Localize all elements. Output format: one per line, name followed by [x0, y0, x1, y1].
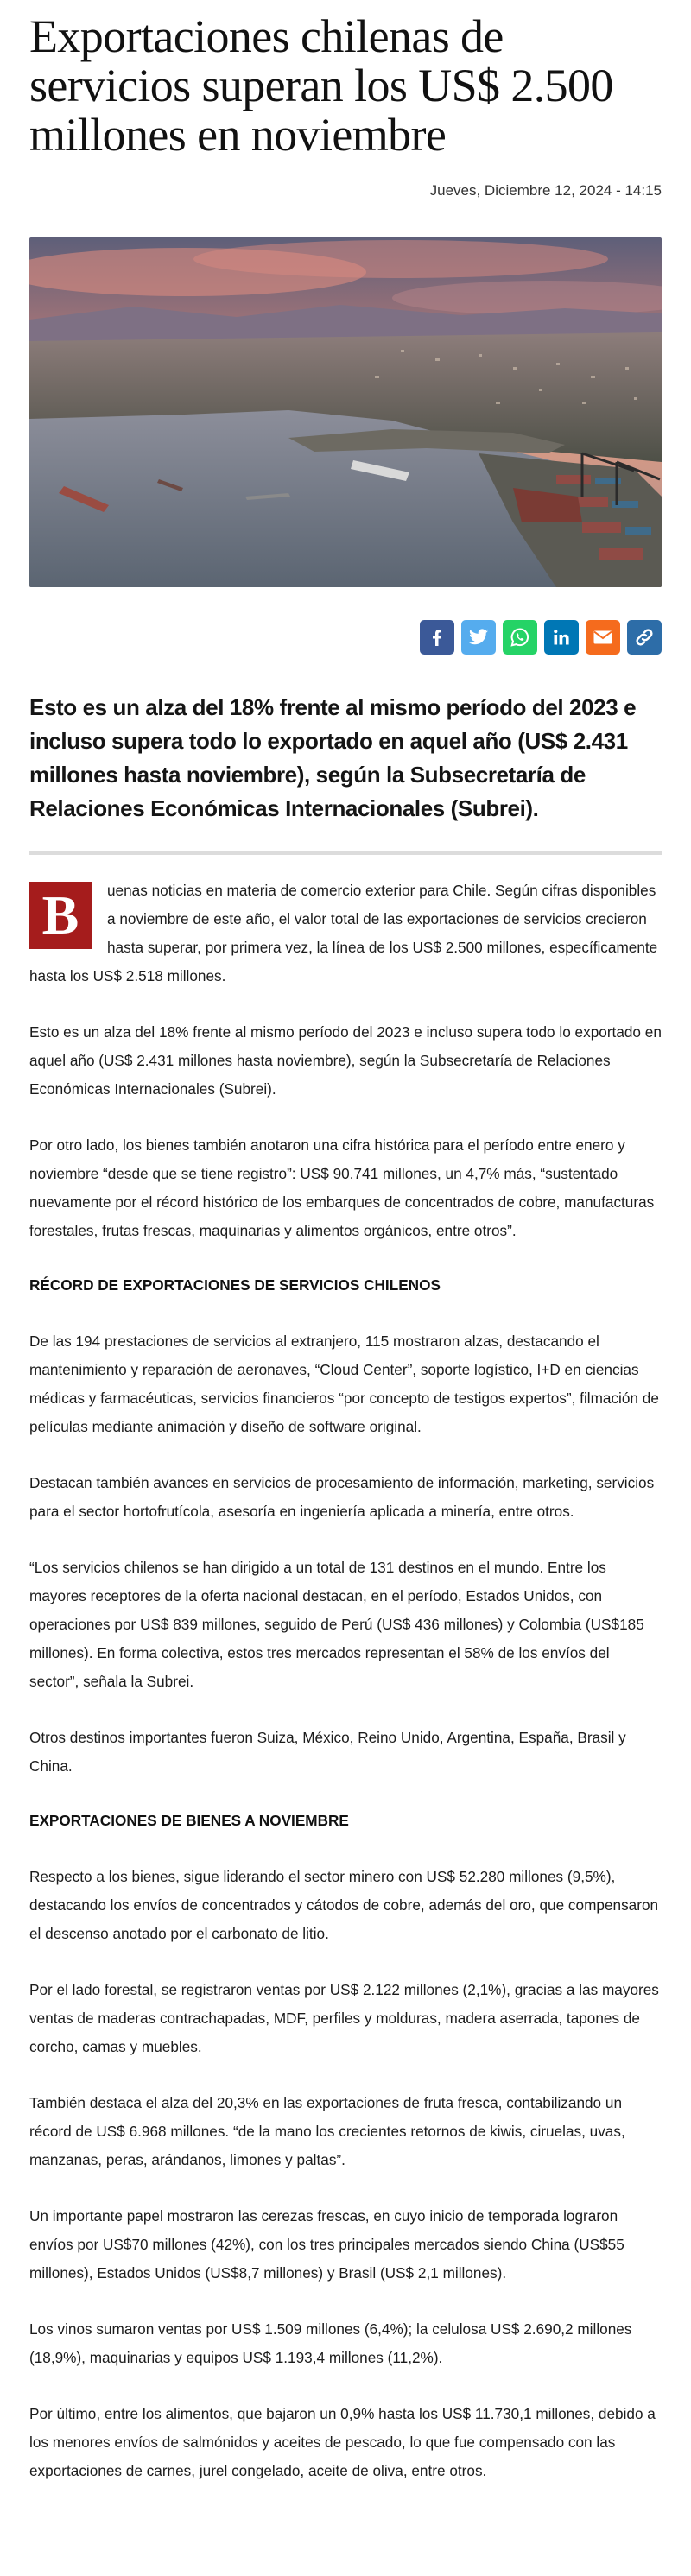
share-twitter-button[interactable] [461, 620, 496, 655]
paragraph: Por el lado forestal, se registraron ventas por US$ 2.122 millones (2,1%), gracias a las mayores ventas de maderas contrachapadas, MDF, perfiles y molduras, madera aserrada, tapones de corcho, camas y muebles. [29, 1981, 659, 2055]
section-heading-services: RÉCORD DE EXPORTACIONES DE SERVICIOS CHILENOS [29, 1276, 441, 1294]
paragraph: “Los servicios chilenos se han dirigido a un total de 131 destinos en el mundo. Entre los mayores receptores de la oferta nacional destacan, en el período, Estados Unidos, con operaciones por US$ 839 millones, seguido de Perú (US$ 436 millones) y Colombia (US$185 millones). En forma colectiva, estos tres mercados representan el 58% de los envíos del sector”, señala la Subrei. [29, 1559, 644, 1690]
paragraph: Destacan también avances en servicios de procesamiento de información, marketing, servicios para el sector hortofrutícola, asesoría en ingeniería aplicada a minería, entre otros. [29, 1474, 655, 1520]
paragraph-intro [29, 877, 662, 991]
article-date: Jueves, Diciembre 12, 2024 - 14:15 [429, 182, 662, 199]
paragraph: También destaca el alza del 20,3% en las exportaciones de fruta fresca, contabilizando un récord de US$ 6.968 millones. “de la mano los crecientes retornos de kiwis, ciruelas, uvas, manzanas, peras, arándanos, limones y paltas”. [29, 2094, 625, 2168]
share-facebook-button[interactable] [420, 620, 454, 655]
hero-image [29, 237, 662, 587]
copy-link-button[interactable] [627, 620, 662, 655]
share-bar [29, 620, 662, 655]
paragraph: Esto es un alza del 18% frente al mismo período del 2023 e incluso supera todo lo exportado en aquel año (US$ 2.431 millones hasta noviembre), según la Subsecretaría de Relaciones Económicas Internacionales (Subrei). [29, 1023, 662, 1098]
paragraph: Los vinos sumaron ventas por US$ 1.509 millones (6,4%); la celulosa US$ 2.690,2 millones (18,9%), maquinarias y equipos US$ 1.193,4 millones (11,2%). [29, 2320, 632, 2366]
link-icon [634, 627, 655, 648]
paragraph: Por último, entre los alimentos, que bajaron un 0,9% hasta los US$ 11.730,1 millones, debido a los menores envíos de salmónidos y aceites de pescado, lo que fue compensado con las exportaciones de carnes, jurel congelado, aceite de oliva, entre otros. [29, 2405, 656, 2479]
port-aerial-photo [29, 237, 662, 587]
section-divider [29, 851, 662, 855]
drop-cap: B [29, 882, 92, 949]
paragraph-intro-text: uenas noticias en materia de comercio exterior para Chile. Según cifras disponibles a noviembre de este año, el valor total de las exportaciones de servicios crecieron hasta superar, por primera vez, la línea de los US$ 2.500 millones, específicamente hasta los US$ 2.518 millones. [29, 882, 658, 984]
email-icon [593, 630, 613, 645]
paragraph: Por otro lado, los bienes también anotaron una cifra histórica para el período entre enero y noviembre “desde que se tiene registro”: US$ 90.741 millones, un 4,7% más, “sustentado nuevamente por el récord histórico de los embarques de concentrados de cobre, manufacturas forestales, frutas frescas, maquinarias y alimentos orgánicos, entre otros”. [29, 1136, 655, 1239]
paragraph: Un importante papel mostraron las cerezas frescas, en cuyo inicio de temporada lograron envíos por US$70 millones (42%), con los tres principales mercados siendo China (US$55 millones), Estados Unidos (US$8,7 millones) y Brasil (US$ 2,1 millones). [29, 2207, 624, 2282]
facebook-icon [428, 628, 447, 647]
article-title: Exportaciones chilenas de servicios superan los US$ 2.500 millones en noviembre [29, 10, 613, 161]
paragraph: De las 194 prestaciones de servicios al extranjero, 115 mostraron alzas, destacando el mantenimiento y reparación de aeronaves, “Cloud Center”, soporte logístico, I+D en ciencias médicas y farmacéuticas, servicios financieros “por concepto de testigos expertos”, filmación de películas mediante animación y diseño de software original. [29, 1332, 659, 1435]
article-lead: Esto es un alza del 18% frente al mismo período del 2023 e incluso supera todo lo exportado en aquel año (US$ 2.431 millones hasta noviembre), según la Subsecretaría de Relaciones Económicas Internacionales (Subrei). [29, 694, 637, 821]
whatsapp-icon [510, 627, 530, 648]
share-whatsapp-button[interactable] [503, 620, 537, 655]
share-linkedin-button[interactable] [544, 620, 579, 655]
twitter-icon [468, 629, 489, 646]
paragraph: Otros destinos importantes fueron Suiza, México, Reino Unido, Argentina, España, Brasil y China. [29, 1729, 626, 1775]
article-body [29, 877, 662, 2485]
share-email-button[interactable] [586, 620, 620, 655]
linkedin-icon [552, 628, 571, 647]
paragraph: Respecto a los bienes, sigue liderando el sector minero con US$ 52.280 millones (9,5%), destacando los envíos de concentrados y cátodos de cobre, además del oro, que compensaron el descenso anotado por el carbonato de litio. [29, 1868, 659, 1942]
section-heading-goods: EXPORTACIONES DE BIENES A NOVIEMBRE [29, 1812, 349, 1829]
